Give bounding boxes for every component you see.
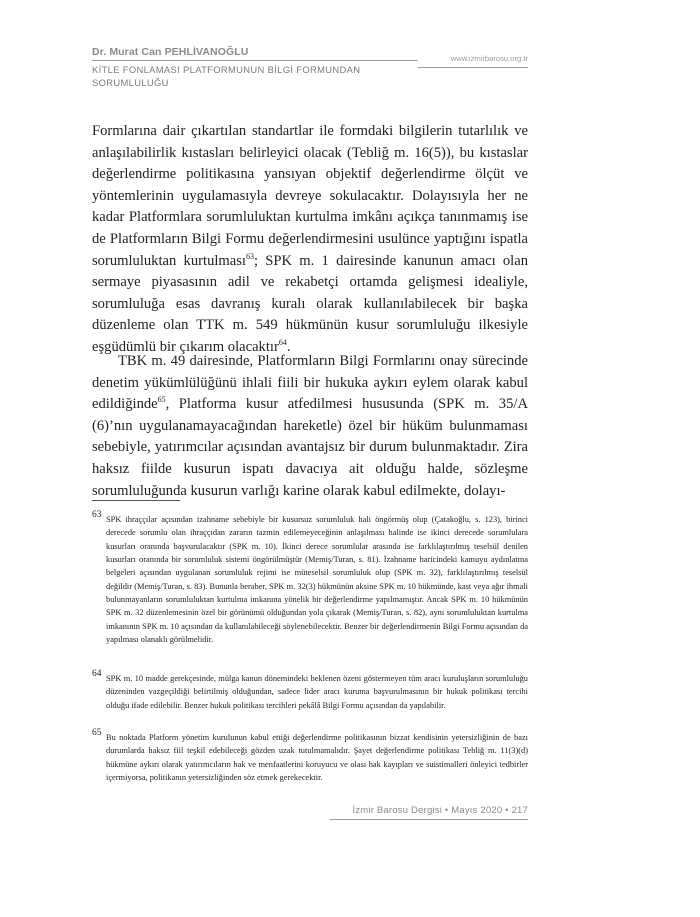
footnote-65 bbox=[92, 728, 528, 784]
header-rule-right bbox=[418, 67, 528, 68]
footnote-text: Bu noktada Platform yönetim kurulunun kabul ettiği değerlendirme politikasının bizzat kendisinin yetersizliğinin de bazı durumlarda haksız fiil teşkil edebileceği gözden uzak tutulmamalıdır. Şayet değerlendirme politikası Tebliğ m. 11(3)(d) hükmüne aykırı olarak yatırımcıların hak ve menfaatlerini koruyucu ve olası hak kayıpları ve suistimalleri önleyici tedbirler içermiyorsa, politikanın yetersizliğinden söz etmek gerekecektir. bbox=[106, 733, 528, 783]
footnote-number: 65 bbox=[92, 728, 102, 738]
header-url: www.izmirbarosu.org.tr bbox=[450, 54, 528, 63]
footnote-ref-63: 63 bbox=[245, 251, 254, 261]
page-footer: İzmir Barosu Dergisi • Mayıs 2020 • 217 bbox=[352, 805, 528, 816]
footnote-number: 64 bbox=[92, 669, 102, 679]
paragraph-2-text-cont: , Platforma kusur atfedilmesi hususunda (SPK m. 35/A (6)’nın uygulanamayacağından hareketle) özel bir hüküm bulunmaması sebebiyle, yatırımcılar açısından avantajsız bir durum bulunmaktadır. Zira haksız fiilde kusurun ispatı davacıya ait olduğu halde, sözleşme sorumluluğunda kusurun varlığı karine olarak kabul edilmekte, dolayı- bbox=[92, 396, 528, 499]
footer-rule bbox=[330, 819, 528, 820]
paragraph-1-text: Formlarına dair çıkartılan standartlar ile formdaki bilgilerin tutarlılık ve anlaşılabilirlik kıstasları belirleyici olacak (Tebliğ m. 16(5)), bu kıstaslar değerlendirme politikasına yansıyan objektif değerlendirme ölçüt ve yöntemlerinin uygulamasıyla devreye sokulacaktır. Dolayısıyla her ne kadar Platformlara sorumluluktan kurtulma imkânı açıkça tanınmamış ise de Platformların Bilgi Formu değerlendirmesini usulünce yaptığını ispatla sorumluluktan kurtulması bbox=[92, 123, 528, 269]
footnote-number: 63 bbox=[92, 510, 102, 520]
footnote-ref-65: 65 bbox=[157, 395, 166, 405]
body-paragraph-2 bbox=[92, 351, 528, 502]
body-paragraph-1 bbox=[92, 121, 528, 359]
footnote-ref-64: 64 bbox=[278, 338, 287, 348]
paragraph-2-text: TBK m. 49 dairesinde, Platformların Bilgi Formlarını onay sürecinde denetim yükümlülüğünü ihlali fiili bir hukuka aykırı eylem olarak kabul edildiğinde bbox=[92, 353, 528, 413]
footnote-separator bbox=[92, 500, 180, 501]
running-header-title: KİTLE FONLAMASI PLATFORMUNUN BİLGİ FORMUNDAN SORUMLULUĞU bbox=[92, 64, 361, 88]
footnote-64 bbox=[92, 669, 528, 712]
header-rule-left bbox=[92, 60, 418, 61]
footnote-text: SPK m. 10 madde gerekçesinde, mülga kanun dönemindeki beklenen özeni göstermeyen tüm aracı kuruluşların sorumluluğu düzeninden vazgeçildiği belirtilmiş olduğundan, sadece lider aracı kuruma başvurulmasının bir hukuk politikası tercihi olduğu ifade edilebilir. Benzer hukuk politikası tercihleri pekâlâ Bilgi Formu açısından da yapılabilir. bbox=[106, 674, 528, 710]
running-header-author: Dr. Murat Can PEHLİVANOĞLU bbox=[92, 46, 249, 58]
paragraph-1-text-cont: ; SPK m. 1 dairesinde kanunun amacı olan sermaye piyasasının adil ve rekabetçi ortamda gelişmesi idealiyle, sorumluluğa esas davranış kuralı olarak kullanılabilecek bir başka düzenleme olan TTK m. 549 hükmünün kusur sorumluluğu ilkesiyle eşgüdümlü bir çıkarım olacaktır bbox=[92, 252, 528, 355]
footnote-text: SPK ihraççılar açısından izahname sebebiyle bir kusursuz sorumluluk hali öngörmüş olup (Çatakoğlu, s. 123), birinci derecede sorumlu olan ihraççıdan zararın tazmin edilemeyeceğinin anlaşılması halinde ise ikinci derecede sorumlulara kusurları oranında başvurulacaktır (SPK m. 10). İkinci derece sorumlular arasında ise farklılaştırılmış teselsül denilen kusurları oranında bir sorumluluk sistemi öngörülmüştür (Memiş/Turan, s. 81). İzahname haricindeki kamuyu aydınlatma belgeleri açısından uygulanan sorumluluk rejimi ise müteselsil sorumluluk olup (SPK m. 32), farklılaştırılmış teselsül değildir (Memiş/Turan, s. 83). Bununla beraber, SPK m. 32(3) hükmünün aksine SPK m. 10 hükmünde, kast veya ağır ihmali bulunmayanların sorumluluktan kurtulma imkanına yönelik bir değerlendirme yapılmamıştır. Ancak SPK m. 10 hükmünün SPK m. 32 düzenlemesinin özel bir görünümü olduğundan yola çıkarak (Memiş/Turan, s. 82), aynı sorumluluktan kurtulma imkanının SPK m. 10 açısından da kullanılabileceği söylenebilecektir. Benzer bir değerlendirmenin Bilgi Formu açısından da yapılması olanaklı görülmelidir. bbox=[106, 515, 528, 645]
footnote-63 bbox=[92, 510, 528, 646]
paragraph-1-text-end: . bbox=[286, 338, 291, 355]
